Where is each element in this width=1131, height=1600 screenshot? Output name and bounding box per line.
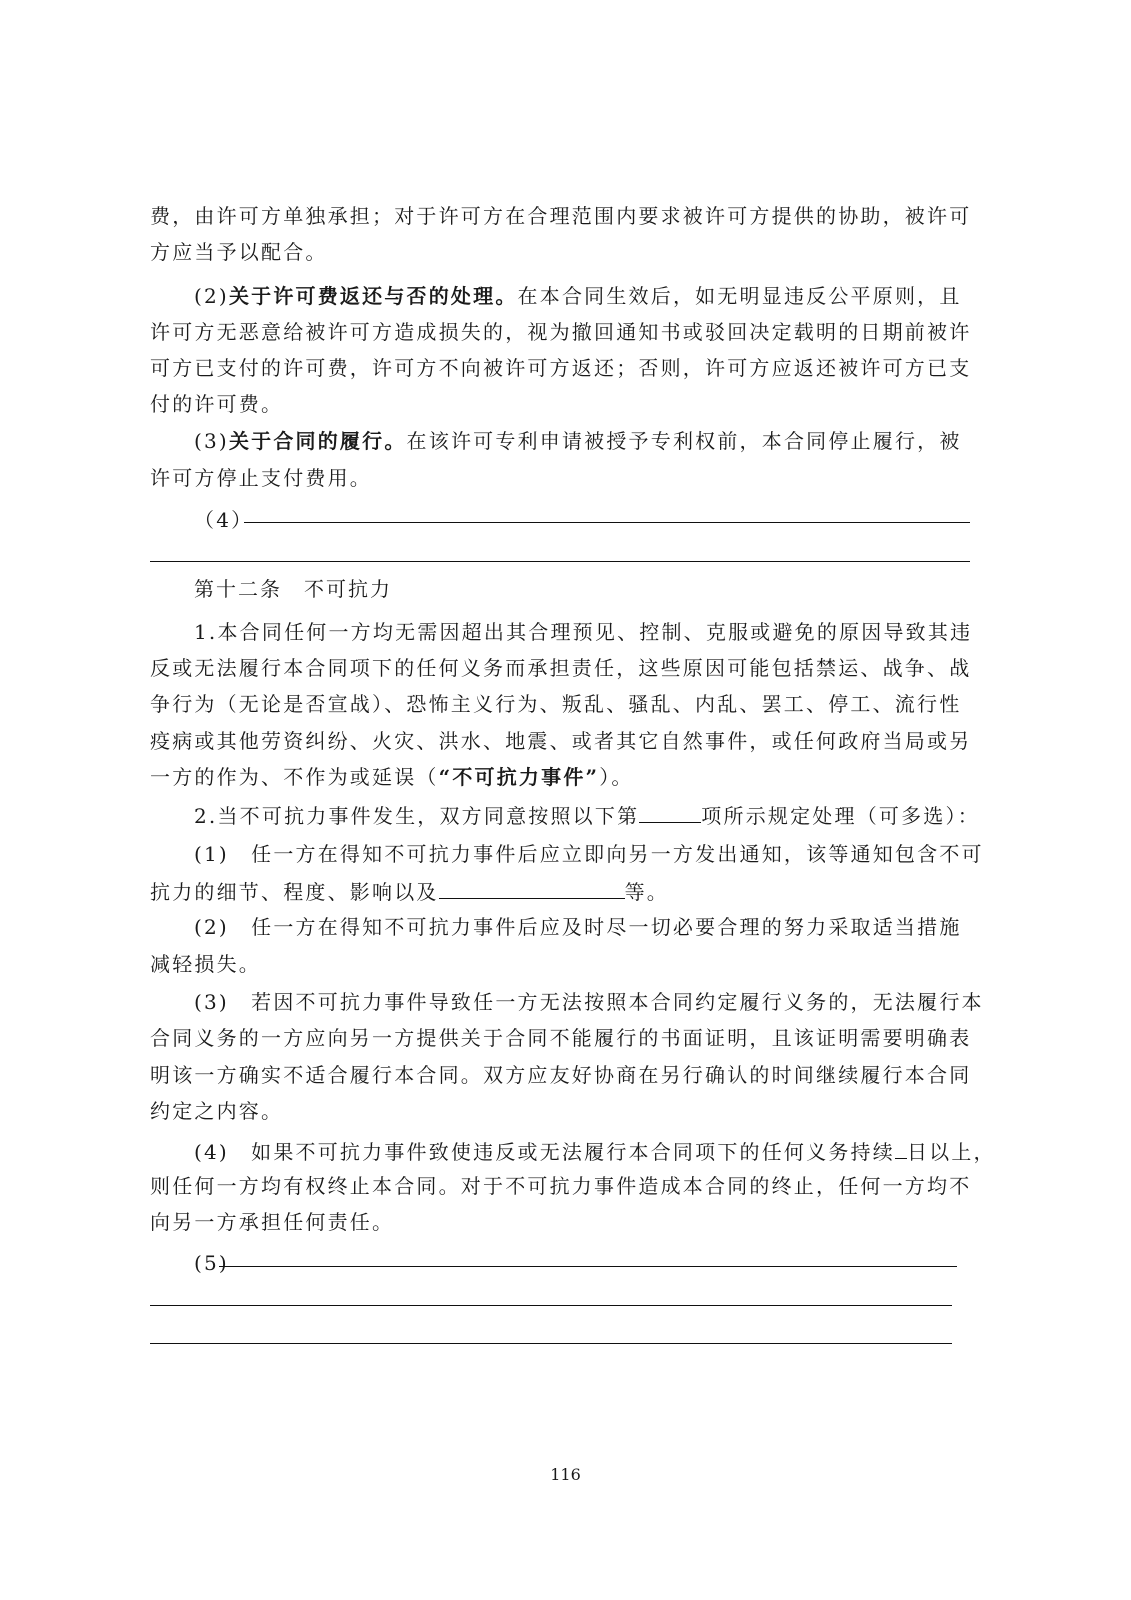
blank-fill-line[interactable] xyxy=(439,876,625,899)
text-line: 许可方停止支付费用。 xyxy=(150,466,372,490)
text-line: 付的许可费。 xyxy=(150,392,284,416)
page-number: 116 xyxy=(550,1465,581,1484)
blank-fill-line[interactable] xyxy=(244,522,970,523)
text-line-with-defined-term xyxy=(150,763,980,791)
text-line-with-blank xyxy=(194,800,980,830)
text-line: 可方已支付的许可费，许可方不向被许可方返还；否则，许可方应返还被许可方已支 xyxy=(150,356,972,380)
text-segment: (4) 如果不可抗力事件致使违反或无法履行本合同项下的任何义务持续 xyxy=(194,1140,895,1164)
clause-2-line xyxy=(194,282,980,310)
text-segment: ）。 xyxy=(599,765,634,789)
clause-text: 在本合同生效后，如无明显违反公平原则，且 xyxy=(517,284,962,308)
clause-text: 在该许可专利申请被授予专利权前，本合同停止履行，被 xyxy=(406,429,962,453)
text-segment: 抗力的细节、程度、影响以及 xyxy=(150,880,439,904)
clause-heading: 关于合同的履行。 xyxy=(228,429,407,453)
text-segment: 项所示规定处理（可多选）： xyxy=(701,804,980,828)
text-line: (2) 任一方在得知不可抗力事件后应及时尽一切必要合理的努力采取适当措施 xyxy=(194,915,962,939)
text-line: 减轻损失。 xyxy=(150,952,261,976)
text-line: 明该一方确实不适合履行本合同。双方应友好协商在另行确认的时间继续履行本合同 xyxy=(150,1063,972,1087)
clause-5-label: (5) xyxy=(194,1251,229,1275)
clause-4-label: （4） xyxy=(194,508,254,532)
text-line: 争行为（无论是否宣战）、恐怖主义行为、叛乱、骚乱、内乱、罢工、停工、流行性 xyxy=(150,692,962,716)
text-line: 向另一方承担任何责任。 xyxy=(150,1210,395,1234)
text-line: 合同义务的一方应向另一方提供关于合同不能履行的书面证明，且该证明需要明确表 xyxy=(150,1026,972,1050)
text-segment: 等。 xyxy=(624,880,670,904)
text-line-with-blank xyxy=(150,876,980,906)
text-line: 方应当予以配合。 xyxy=(150,240,328,264)
clause-number: (2) xyxy=(194,284,229,308)
text-line: (3) 若因不可抗力事件导致任一方无法按照本合同约定履行义务的，无法履行本 xyxy=(194,990,984,1014)
blank-fill-line[interactable] xyxy=(639,800,701,823)
clause-3-line xyxy=(194,427,980,455)
defined-term: “不可抗力事件” xyxy=(438,765,600,789)
blank-fill-line[interactable] xyxy=(150,561,970,562)
blank-fill-line[interactable] xyxy=(150,1305,952,1306)
blank-fill-line[interactable] xyxy=(219,1266,957,1267)
blank-fill-line[interactable] xyxy=(895,1136,907,1159)
text-line: 疫病或其他劳资纠纷、火灾、洪水、地震、或者其它自然事件，或任何政府当局或另 xyxy=(150,729,972,753)
text-segment: 2.当不可抗力事件发生，双方同意按照以下第 xyxy=(194,804,640,828)
text-line: 则任何一方均有权终止本合同。对于不可抗力事件造成本合同的终止，任何一方均不 xyxy=(150,1174,972,1198)
text-line: 约定之内容。 xyxy=(150,1099,284,1123)
text-segment: 一方的作为、不作为或延误（ xyxy=(150,765,439,789)
clause-number: (3) xyxy=(194,429,229,453)
clause-heading: 关于许可费返还与否的处理。 xyxy=(228,284,518,308)
text-line-with-blank xyxy=(194,1136,996,1166)
text-line: 反或无法履行本合同项下的任何义务而承担责任，这些原因可能包括禁运、战争、战 xyxy=(150,656,972,680)
text-line: 1.本合同任何一方均无需因超出其合理预见、控制、克服或避免的原因导致其违 xyxy=(194,620,973,644)
article-title: 第十二条 不可抗力 xyxy=(194,577,392,601)
text-line: 许可方无恶意给被许可方造成损失的，视为撤回通知书或驳回决定载明的日期前被许 xyxy=(150,320,972,344)
blank-fill-line[interactable] xyxy=(150,1343,952,1344)
text-line: 费，由许可方单独承担；对于许可方在合理范围内要求被许可方提供的协助，被许可 xyxy=(150,204,972,228)
text-segment: 日以上， xyxy=(906,1140,996,1164)
text-line: (1) 任一方在得知不可抗力事件后应立即向另一方发出通知，该等通知包含不可 xyxy=(194,842,984,866)
